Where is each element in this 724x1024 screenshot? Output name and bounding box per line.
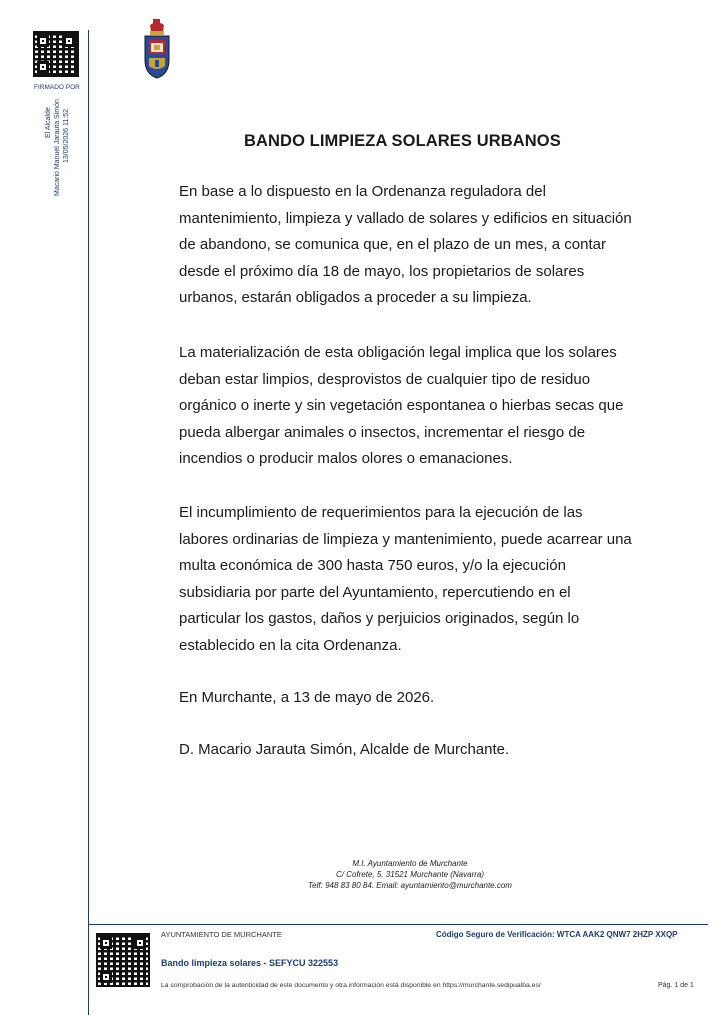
paragraph-line: mantenimiento, limpieza y vallado de solares y edificios en situación — [179, 209, 632, 227]
paragraph-line: de abandono, se comunica que, en el plazo de un mes, a contar — [179, 236, 606, 253]
signed-by-label: FIRMADO POR — [34, 84, 80, 91]
signature-role: El Alcalde — [45, 107, 52, 138]
paragraph-line: desde el próximo día 18 de mayo, los propietarios de solares — [179, 262, 585, 280]
paragraph-line: particular los gastos, daños y perjuicios originados, según lo — [179, 610, 580, 627]
paragraph-line: El incumplimiento de requerimientos para la ejecución de las — [179, 504, 583, 521]
municipal-crest-logo — [140, 18, 174, 80]
address-line-2: C/ Cofrete, 5. 31521 Murchante (Navarra) — [335, 870, 485, 879]
signature-divider — [88, 30, 89, 1015]
footer-document-title: Bando limpieza solares - SEFYCU 322553 — [161, 958, 339, 968]
address-line-3: Telf: 948 83 80 84. Email: ayuntamiento@murchante.com — [308, 881, 512, 890]
address-block — [280, 858, 540, 891]
paragraph-line: incendios o producir malos olores o emanaciones. — [179, 450, 513, 467]
signature-date: 13/05/2026 11:52 — [63, 109, 70, 163]
paragraph-line: La materialización de esta obligación legal implica que los solares — [179, 344, 617, 361]
paragraph-line: labores ordinarias de limpieza y mantenimiento, puede acarrear una — [179, 530, 632, 548]
paragraph-line: urbanos, estarán obligados a proceder a su limpieza. — [179, 289, 532, 306]
page-number: Pág. 1 de 1 — [658, 982, 694, 989]
paragraph-line: pueda albergar animales o insectos, incrementar el riesgo de — [179, 423, 586, 441]
paragraph-3 — [179, 500, 632, 659]
paragraph-2 — [179, 340, 623, 473]
verification-qr-code — [96, 933, 150, 987]
paragraph-line: deban estar limpios, desprovistos de cualquier tipo de residuo — [179, 370, 591, 388]
document-title: BANDO LIMPIEZA SOLARES URBANOS — [244, 132, 561, 150]
paragraph-line: establecido en la cita Ordenanza. — [179, 636, 402, 654]
paragraph-line: orgánico o inerte y sin vegetación espontanea o hierbas secas que — [179, 397, 624, 414]
paragraph-line: En base a lo dispuesto en la Ordenanza reguladora del — [179, 183, 546, 200]
signature-qr-code — [33, 31, 79, 77]
paragraph-line: subsidiaria por parte del Ayuntamiento, repercutiendo en el — [179, 583, 571, 601]
footer-organization: AYUNTAMIENTO DE MURCHANTE — [161, 930, 282, 939]
place-and-date: En Murchante, a 13 de mayo de 2026. — [179, 689, 435, 706]
signer-line: D. Macario Jarauta Simón, Alcalde de Murchante. — [179, 741, 510, 758]
footer-divider — [88, 924, 708, 925]
verification-note: La comprobación de la autenticidad de este documento y otra información está disponible en https://murchante.sedipualba.es/ — [161, 982, 541, 989]
paragraph-1 — [179, 179, 632, 312]
address-line-1: M.I. Ayuntamiento de Murchante — [352, 859, 468, 868]
signature-name: Macario Manuel Jarauta Simón — [54, 99, 61, 196]
paragraph-line: multa económica de 300 hasta 750 euros, y/o la ejecución — [179, 557, 566, 574]
verification-code: Código Seguro de Verificación: WTCA AAK2 QNW7 2HZP XXQP — [436, 930, 678, 939]
